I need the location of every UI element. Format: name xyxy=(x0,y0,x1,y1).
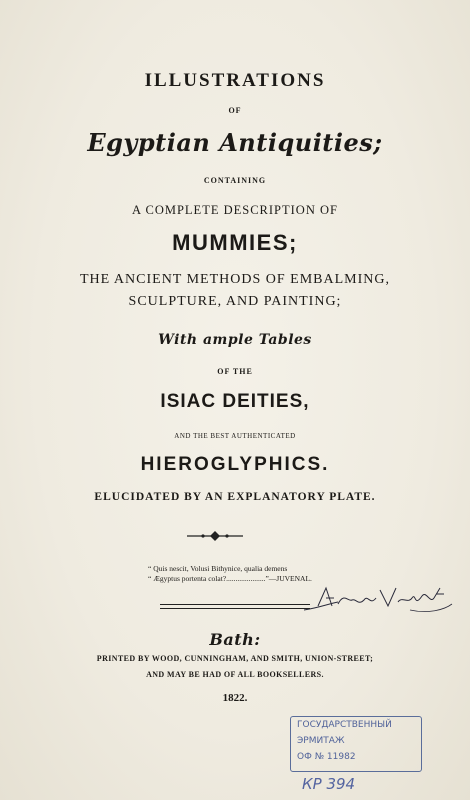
double-rule-bottom xyxy=(160,608,310,609)
title-line-containing: CONTAINING xyxy=(203,176,267,185)
imprint-printer-line: PRINTED BY WOOD, CUNNINGHAM, AND SMITH, UNION-STREET; xyxy=(96,654,374,663)
title-line-illustrations: ILLUSTRATIONS xyxy=(144,70,326,91)
stamp-line-1: ГОСУДАРСТВЕННЫЙ xyxy=(297,720,392,730)
title-line-isiac-deities: ISIAC DEITIES, xyxy=(160,391,310,412)
title-line-mummies: MUMMIES; xyxy=(172,230,298,255)
imprint-booksellers-line: AND MAY BE HAD OF ALL BOOKSELLERS. xyxy=(146,670,324,679)
title-line-hieroglyphics: HIEROGLYPHICS. xyxy=(140,454,330,475)
double-rule-top xyxy=(160,604,310,605)
stamp-line-3: ОФ № 11982 xyxy=(297,752,356,762)
inventory-number: КР 394 xyxy=(302,775,356,793)
title-line-egyptian-antiquities: Egyptian Antiquities; xyxy=(87,128,383,157)
title-line-of: OF xyxy=(228,106,242,115)
title-line-sculpture: SCULPTURE, AND PAINTING; xyxy=(128,294,342,309)
title-line-explanatory-plate: ELUCIDATED BY AN EXPLANATORY PLATE. xyxy=(94,491,376,503)
title-line-embalming: THE ANCIENT METHODS OF EMBALMING, xyxy=(79,272,391,287)
imprint-year: 1822. xyxy=(222,692,248,704)
handwritten-signature xyxy=(298,580,458,620)
title-line-best-authenticated: AND THE BEST AUTHENTICATED xyxy=(174,432,296,440)
title-line-of-the: OF THE xyxy=(217,367,253,376)
ornament-divider xyxy=(185,530,245,542)
library-stamp xyxy=(290,716,422,772)
epigraph-line-1: “ Quis nescit, Volusi Bithynice, qualia demens xyxy=(148,564,288,573)
imprint-place: Bath: xyxy=(209,630,261,649)
title-line-ample-tables: With ample Tables xyxy=(158,332,312,348)
epigraph-line-2: “ Ægyptus portenta colat?.....................”—JUVENAL. xyxy=(148,574,312,583)
stamp-line-2: ЭРМИТАЖ xyxy=(297,736,345,746)
title-line-complete-description: A COMPLETE DESCRIPTION OF xyxy=(132,203,338,217)
